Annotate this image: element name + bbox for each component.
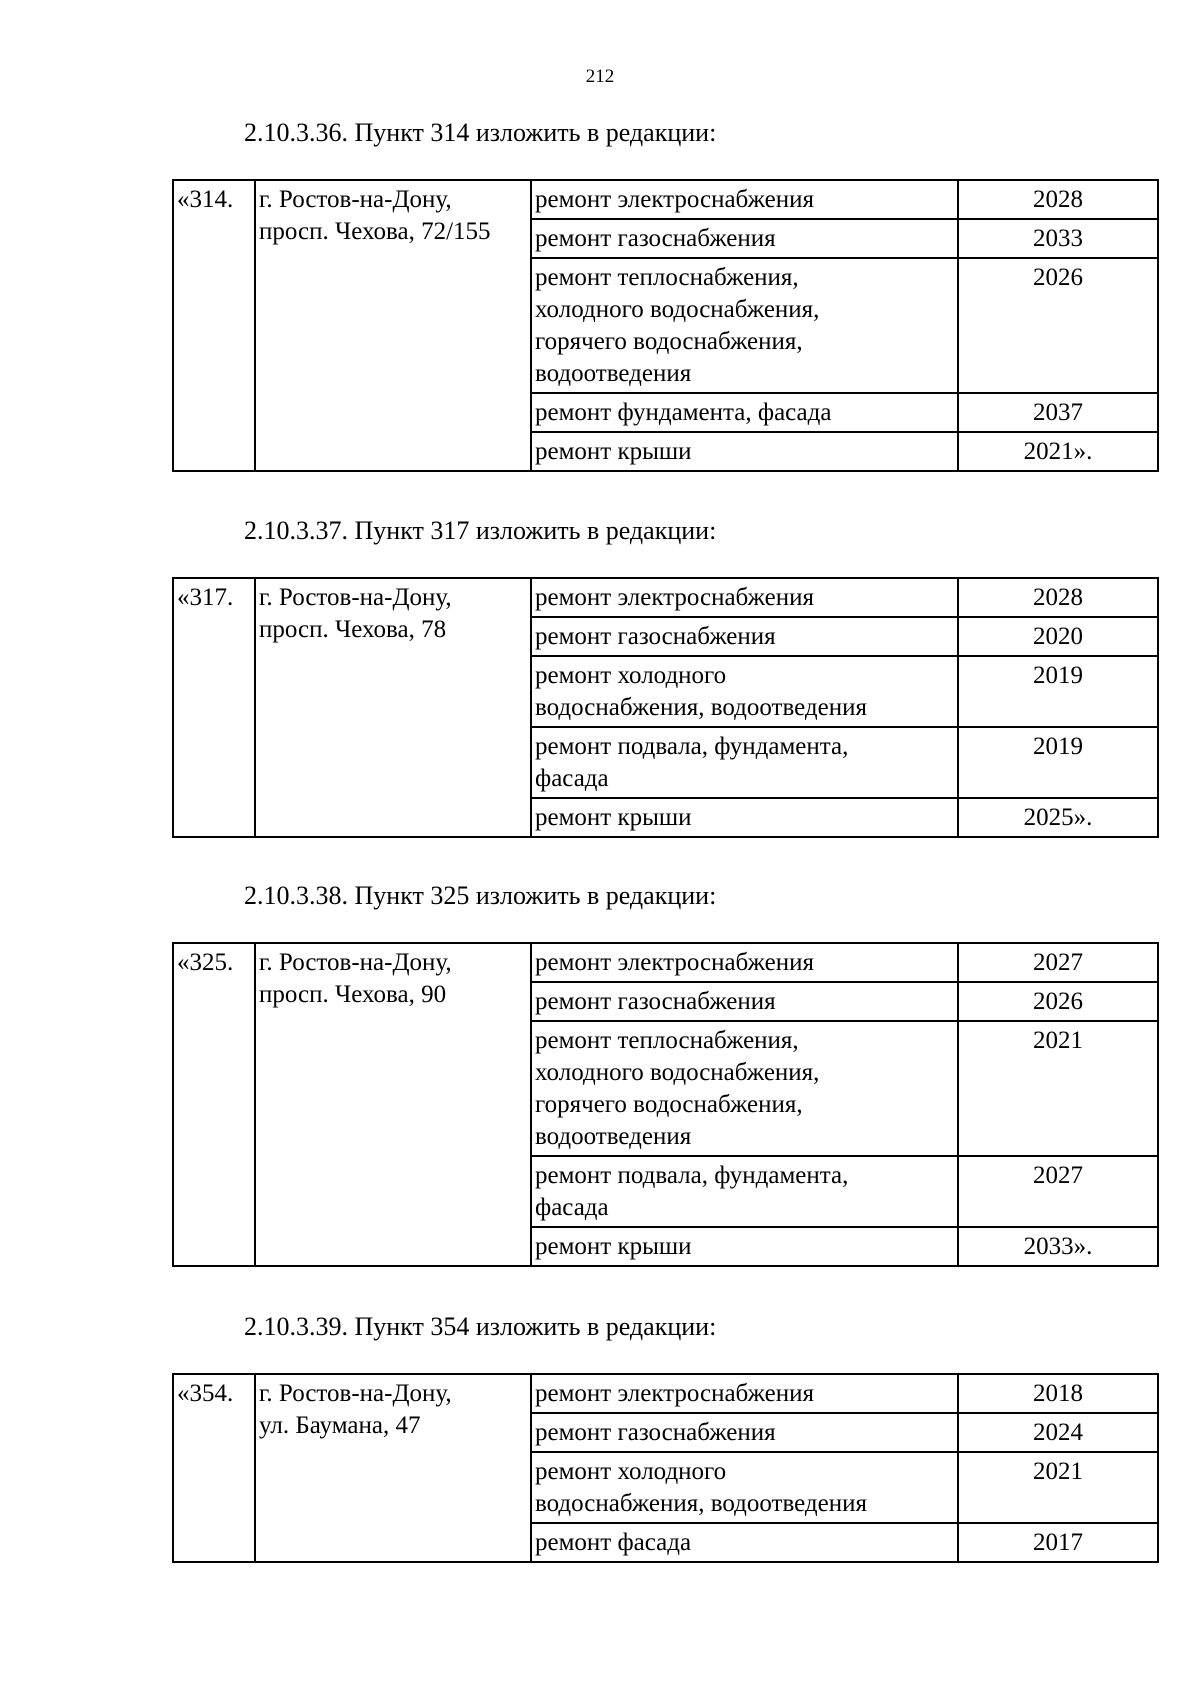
address-cell: г. Ростов-на-Дону, просп. Чехова, 78 xyxy=(255,578,531,837)
year-cell: 2027 xyxy=(958,1156,1158,1227)
work-type-cell: ремонт фасада xyxy=(531,1523,958,1562)
page-number: 212 xyxy=(585,66,615,87)
item-number: «354. xyxy=(173,1374,255,1562)
item-number: «314. xyxy=(173,180,255,471)
address-cell: г. Ростов-на-Дону, ул. Баумана, 47 xyxy=(255,1374,531,1562)
work-type-cell: ремонт крыши xyxy=(531,432,958,471)
section-heading: 2.10.3.37. Пункт 317 изложить в редакции: xyxy=(244,516,717,545)
year-cell: 2018 xyxy=(958,1374,1158,1413)
table-row xyxy=(173,578,1158,617)
work-type-cell: ремонт газоснабжения xyxy=(531,617,958,656)
work-type-cell: ремонт газоснабжения xyxy=(531,219,958,258)
table-row xyxy=(173,1374,1158,1413)
year-cell: 2028 xyxy=(958,578,1158,617)
work-type-cell: ремонт электроснабжения xyxy=(531,180,958,219)
year-cell: 2037 xyxy=(958,393,1158,432)
work-type-cell: ремонт крыши xyxy=(531,798,958,837)
address-cell: г. Ростов-на-Дону, просп. Чехова, 90 xyxy=(255,943,531,1266)
address-cell: г. Ростов-на-Дону, просп. Чехова, 72/155 xyxy=(255,180,531,471)
section-heading: 2.10.3.38. Пункт 325 изложить в редакции: xyxy=(244,881,717,910)
item-number: «317. xyxy=(173,578,255,837)
work-type-cell: ремонт электроснабжения xyxy=(531,578,958,617)
table-row xyxy=(173,180,1158,219)
year-cell: 2020 xyxy=(958,617,1158,656)
work-type-cell: ремонт электроснабжения xyxy=(531,943,958,982)
work-type-cell: ремонт электроснабжения xyxy=(531,1374,958,1413)
year-cell: 2033 xyxy=(958,219,1158,258)
work-type-cell: ремонт холодного водоснабжения, водоотведения xyxy=(531,656,958,727)
year-cell: 2025». xyxy=(958,798,1158,837)
amendment-table xyxy=(172,179,1159,472)
year-cell: 2021». xyxy=(958,432,1158,471)
year-cell: 2017 xyxy=(958,1523,1158,1562)
amendment-table xyxy=(172,577,1159,838)
work-type-cell: ремонт фундамента, фасада xyxy=(531,393,958,432)
year-cell: 2026 xyxy=(958,258,1158,393)
work-type-cell: ремонт теплоснабжения, холодного водоснабжения, горячего водоснабжения, водоотведения xyxy=(531,258,958,393)
year-cell: 2021 xyxy=(958,1452,1158,1523)
work-type-cell: ремонт подвала, фундамента, фасада xyxy=(531,727,958,798)
year-cell: 2033». xyxy=(958,1227,1158,1266)
year-cell: 2027 xyxy=(958,943,1158,982)
amendment-table xyxy=(172,1373,1159,1563)
work-type-cell: ремонт газоснабжения xyxy=(531,1413,958,1452)
section-heading: 2.10.3.39. Пункт 354 изложить в редакции: xyxy=(244,1312,717,1341)
work-type-cell: ремонт газоснабжения xyxy=(531,982,958,1021)
work-type-cell: ремонт холодного водоснабжения, водоотведения xyxy=(531,1452,958,1523)
work-type-cell: ремонт крыши xyxy=(531,1227,958,1266)
year-cell: 2024 xyxy=(958,1413,1158,1452)
item-number: «325. xyxy=(173,943,255,1266)
year-cell: 2028 xyxy=(958,180,1158,219)
table-row xyxy=(173,943,1158,982)
year-cell: 2019 xyxy=(958,656,1158,727)
section-heading: 2.10.3.36. Пункт 314 изложить в редакции: xyxy=(244,118,717,147)
work-type-cell: ремонт подвала, фундамента, фасада xyxy=(531,1156,958,1227)
amendment-table xyxy=(172,942,1159,1267)
year-cell: 2019 xyxy=(958,727,1158,798)
year-cell: 2021 xyxy=(958,1021,1158,1156)
work-type-cell: ремонт теплоснабжения, холодного водоснабжения, горячего водоснабжения, водоотведения xyxy=(531,1021,958,1156)
year-cell: 2026 xyxy=(958,982,1158,1021)
